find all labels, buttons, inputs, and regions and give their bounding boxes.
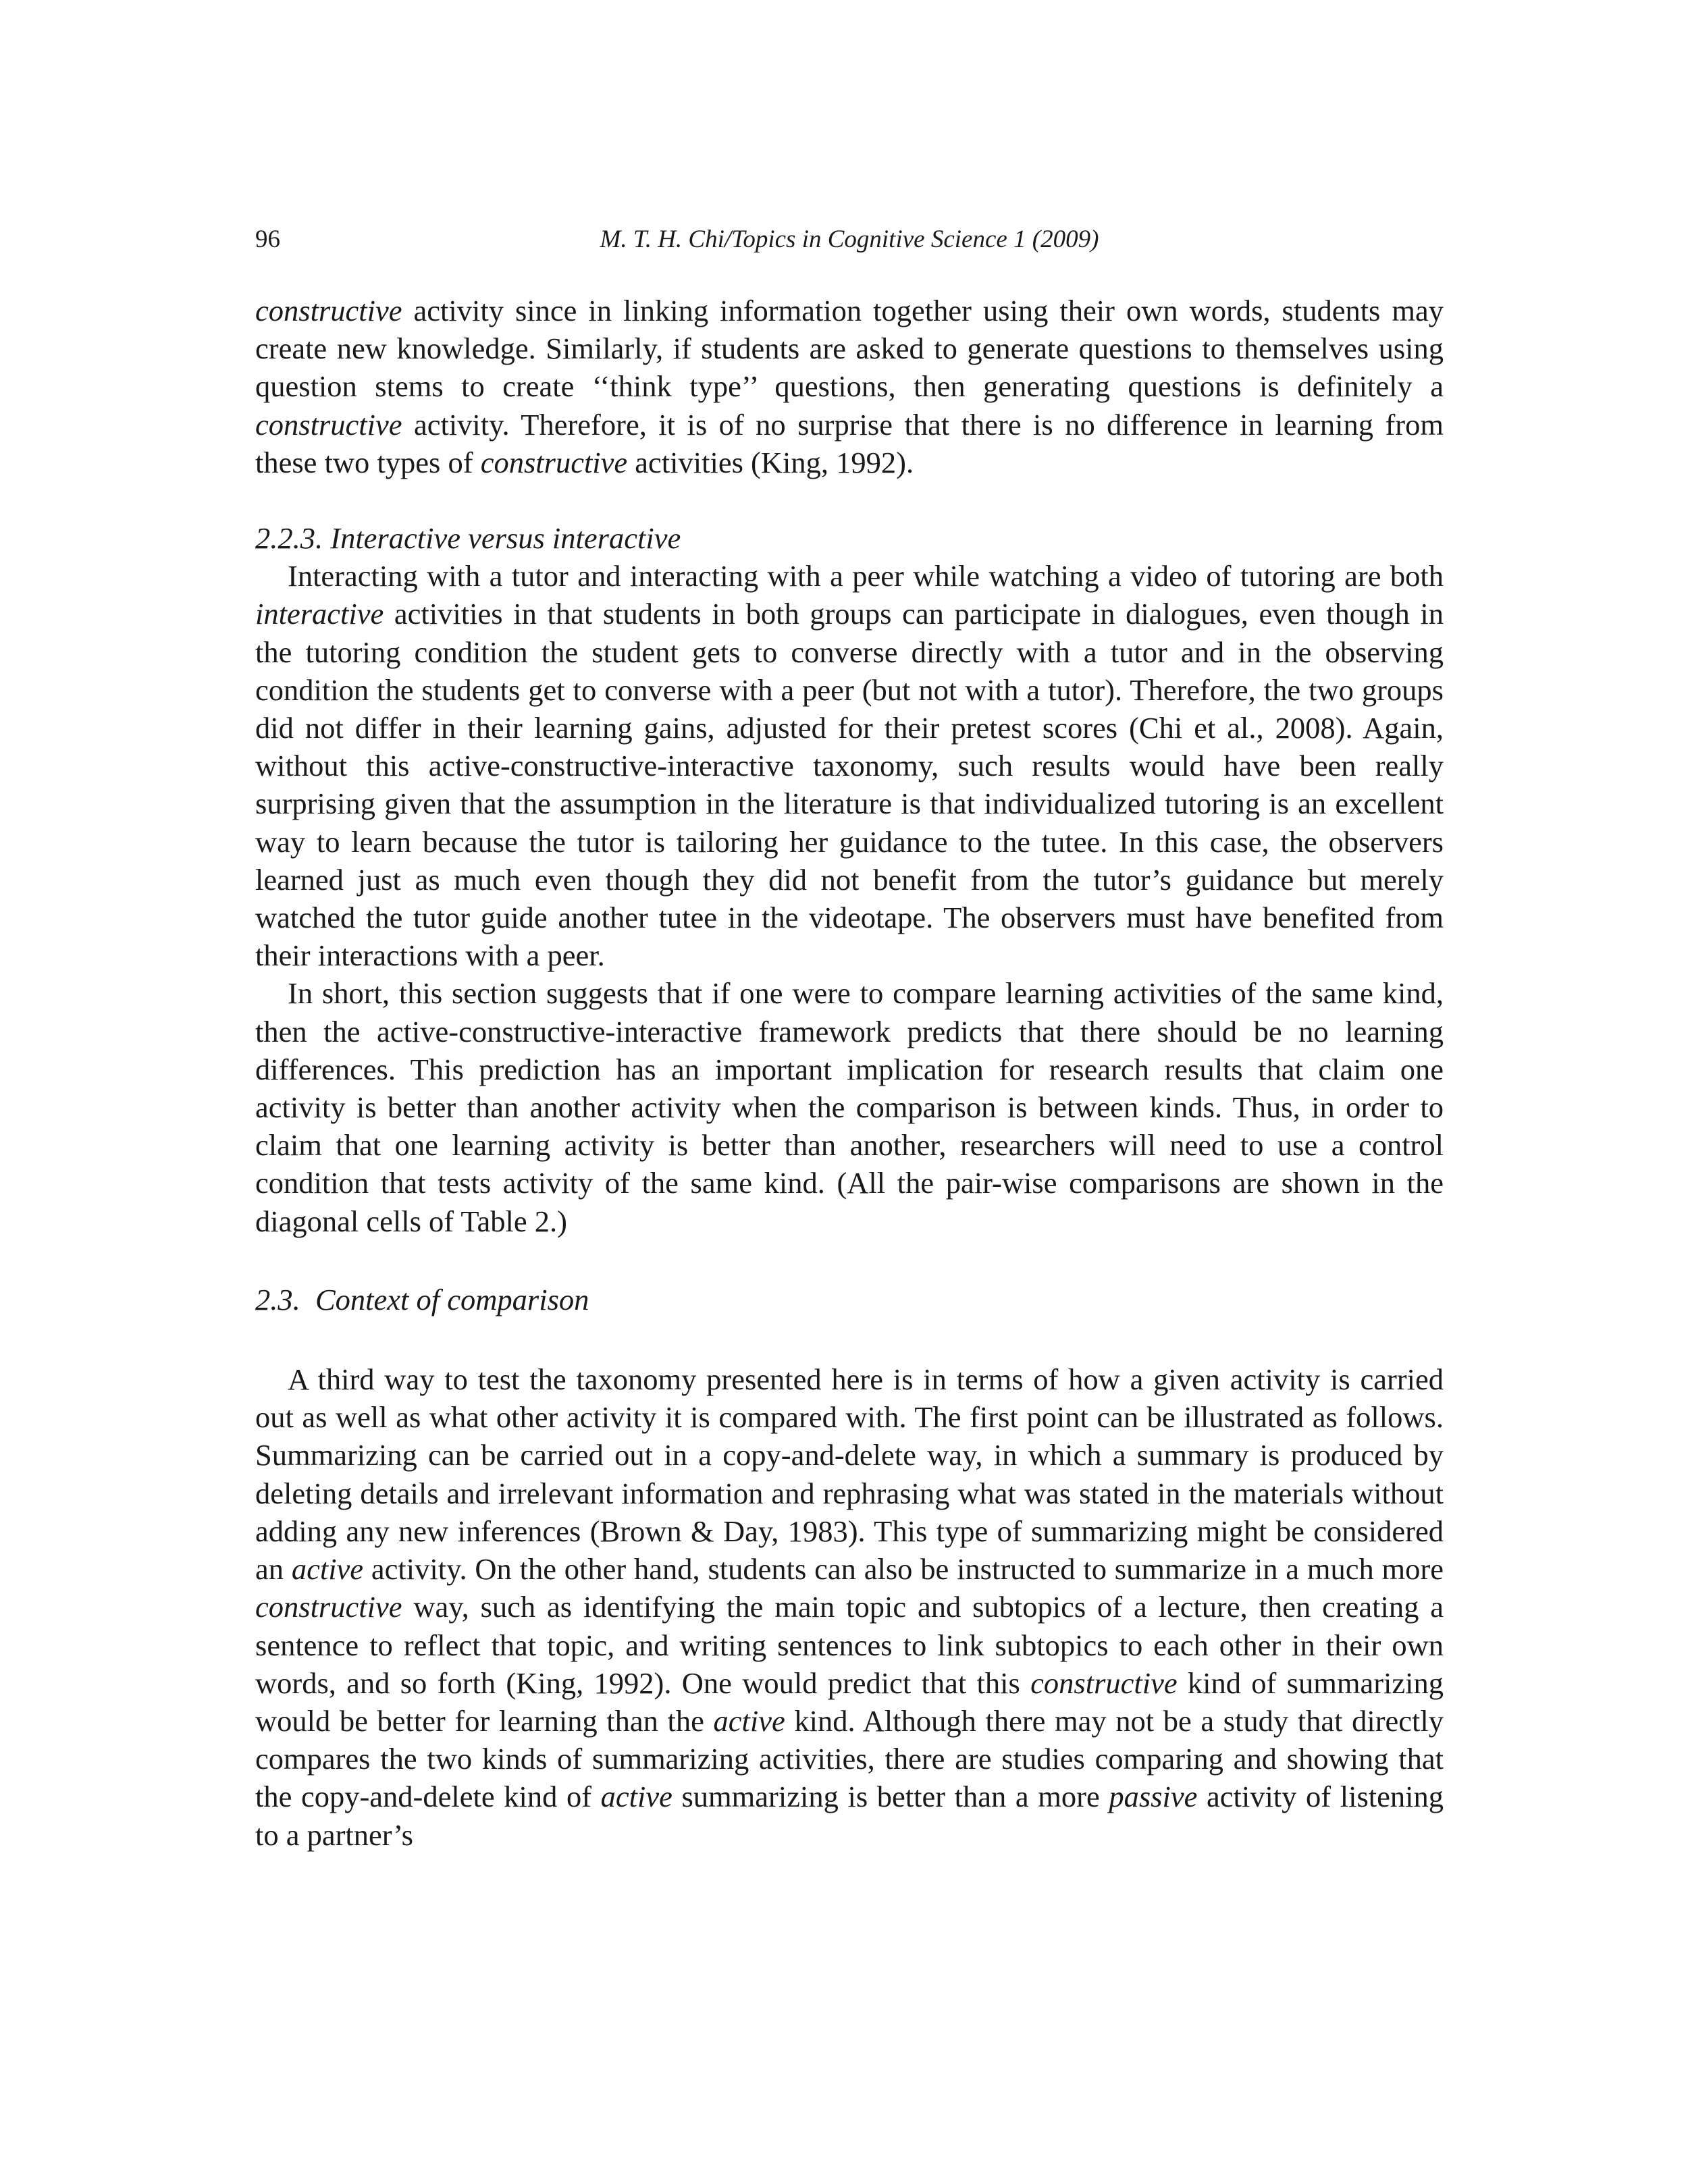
emphasis: constructive bbox=[255, 407, 402, 442]
spacer bbox=[255, 1240, 1444, 1281]
spacer bbox=[255, 481, 1444, 519]
emphasis: active bbox=[600, 1780, 672, 1814]
emphasis: constructive bbox=[255, 294, 402, 327]
emphasis: constructive bbox=[1030, 1666, 1178, 1700]
section-heading bbox=[255, 1281, 1444, 1319]
journal-reference: M. T. H. Chi/Topics in Cognitive Science 1 (2009) bbox=[600, 225, 1099, 253]
emphasis: interactive bbox=[255, 597, 384, 631]
emphasis: active bbox=[713, 1703, 785, 1738]
running-head bbox=[255, 223, 1444, 257]
page-number: 96 bbox=[255, 225, 280, 253]
paragraph-continued: constructive activity since in linking information together using their own words, students may create new knowledge. Similarly, if students are asked to generate questions to themselves using question stems to create ‘‘think type’’ questions, then generating questions is definitely a constructive activity. Therefore, it is of no surprise that there is no difference in learning from these two types of constructive activities (King, 1992). bbox=[255, 294, 1444, 479]
emphasis: constructive bbox=[480, 445, 628, 479]
paragraph: Interacting with a tutor and interacting with a peer while watching a video of tutoring are both interactive activities in that students in both groups can participate in dialogues, even though in the tutoring condition the student gets to converse directly with a tutor and in the observing condition the students get to converse with a peer (but not with a tutor). Therefore, the two groups did not differ in their learning gains, adjusted for their pretest scores (Chi et al., 2008). Again, without this active-constructive-interactive taxonomy, such results would have been really surprising given that the assumption in the literature is that individualized tutoring is an excellent way to learn because the tutor is tailoring her guidance to the tutee. In this case, the observers learned just as much even though they did not benefit from the tutor’s guidance but merely watched the tutor guide another tutee in the videotape. The observers must have benefited from their interactions with a peer. bbox=[255, 559, 1444, 973]
emphasis: active bbox=[291, 1552, 364, 1587]
emphasis: constructive bbox=[255, 1590, 402, 1624]
subsection-number: 2.2.3. bbox=[255, 521, 323, 556]
spacer bbox=[255, 1319, 1444, 1360]
subsection-heading bbox=[255, 519, 1444, 557]
emphasis: passive bbox=[1109, 1780, 1198, 1814]
subsection-title: Interactive versus interactive bbox=[330, 521, 681, 556]
paragraph: A third way to test the taxonomy presented here is in terms of how a given activity is carried out as well as what other activity it is compared with. The first point can be illustrated as follows. Summarizing can be carried out in a copy-and-delete way, in which a summary is produced by deleting details and irrelevant information and rephrasing what was stated in the materials without adding any new inferences (Brown & Day, 1983). This type of summarizing might be considered an active activity. On the other hand, students can also be instructed to summarize in a much more constructive way, such as identifying the main topic and subtopics of a lecture, then creating a sentence to reflect that topic, and writing sentences to link subtopics to each other in their own words, and so forth (King, 1992). One would predict that this constructive kind of summarizing would be better for learning than the active kind. Although there may not be a study that directly compares the two kinds of summarizing activities, there are studies comparing and showing that the copy-and-delete kind of active summarizing is better than a more passive activity of listening to a partner’s bbox=[255, 1362, 1444, 1852]
paragraph: In short, this section suggests that if one were to compare learning activities of the same kind, then the active-constructive-interactive framework predicts that there should be no learning differences. This prediction has an important implication for research results that claim one activity is better than another activity when the comparison is between kinds. Thus, in order to claim that one learning activity is better than another, researchers will need to use a control condition that tests activity of the same kind. (All the pair-wise comparisons are shown in the diagonal cells of Table 2.) bbox=[255, 976, 1444, 1238]
section-title: Context of comparison bbox=[315, 1282, 589, 1316]
body-text bbox=[255, 292, 1444, 1854]
section-number: 2.3. bbox=[255, 1282, 300, 1316]
